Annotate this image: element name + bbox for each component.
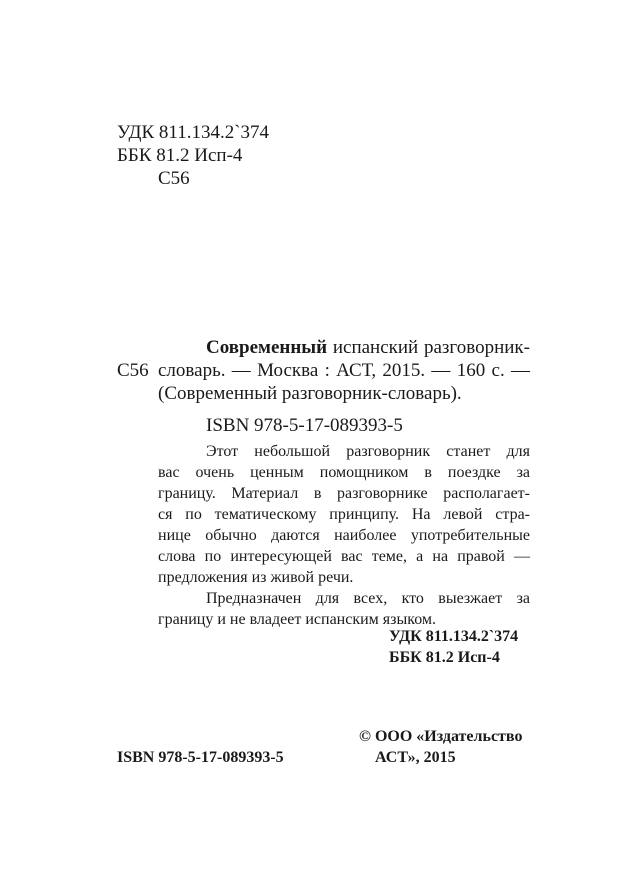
annotation-line: слова по интересующей вас теме, а на правой — xyxy=(158,548,530,565)
record-title-line xyxy=(158,336,530,359)
bbk-code: ББК 81.2 Исп-4 xyxy=(117,145,243,166)
copyright-line: АСТ», 2015 xyxy=(375,749,456,766)
bbk-code-bottom: ББК 81.2 Исп-4 xyxy=(389,649,500,666)
udk-code: УДК 811.134.2`374 xyxy=(117,122,270,143)
annotation-line: Этот небольшой разговорник станет для xyxy=(206,443,530,460)
udk-code-bottom: УДК 811.134.2`374 xyxy=(389,628,519,645)
annotation-line: предложения из живой речи. xyxy=(158,569,354,586)
author-sign: С56 xyxy=(158,168,190,189)
bibliographic-record xyxy=(158,336,530,405)
annotation-line: нице обычно даются наиболее употребительные xyxy=(158,527,530,544)
annotation-line: Предназначен для всех, кто выезжает за xyxy=(206,590,530,607)
record-publication-line: словарь. — Москва : АСТ, 2015. — 160 с. — xyxy=(158,360,530,381)
isbn-bottom: ISBN 978-5-17-089393-5 xyxy=(117,749,284,766)
record-series-line: (Современный разговорник-словарь). xyxy=(158,383,462,404)
copyright-line: © ООО «Издательство xyxy=(359,728,523,745)
annotation-line: границу. Материал в разговорнике располагает- xyxy=(158,485,530,502)
record-isbn: ISBN 978-5-17-089393-5 xyxy=(206,415,403,436)
annotation xyxy=(158,441,530,630)
record-author-sign: С56 xyxy=(117,360,149,381)
annotation-line: ся по тематическому принципу. На левой стра- xyxy=(158,506,530,523)
annotation-line: вас очень ценным помощником в поездке за xyxy=(158,464,530,481)
annotation-line: границу и не владеет испанским языком. xyxy=(158,611,437,628)
record-title-rest: испанский разговорник- xyxy=(327,337,530,358)
record-title-bold: Современный xyxy=(206,337,328,358)
